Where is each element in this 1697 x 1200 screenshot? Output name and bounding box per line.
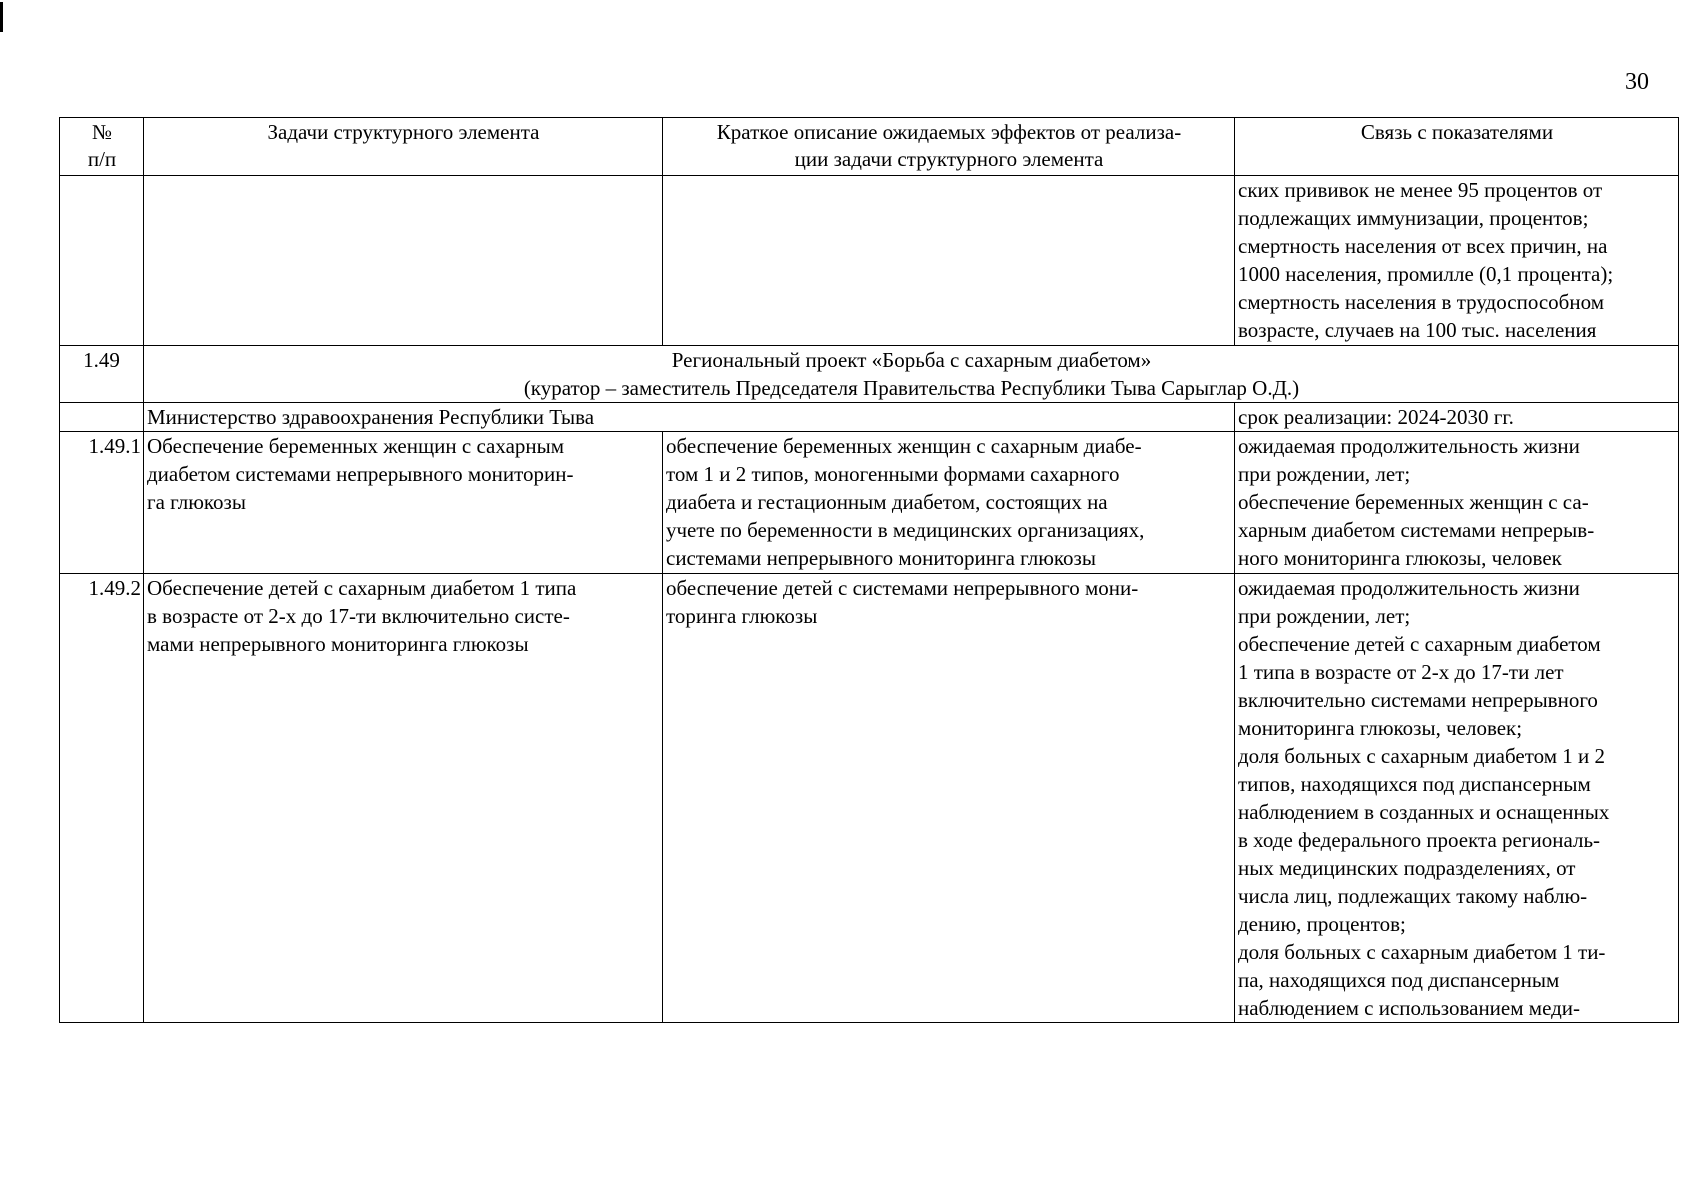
term-cell xyxy=(1235,403,1679,432)
header-effects: Краткое описание ожидаемых эффектов от реализа- ции задачи структурного элемента xyxy=(663,118,1235,176)
continuation-num-cell xyxy=(60,176,144,346)
row-indicators-cell xyxy=(1235,432,1679,574)
header-tasks: Задачи структурного элемента xyxy=(144,118,663,176)
row-num: 1.49.2 xyxy=(88,576,141,600)
row-task: Обеспечение беременных женщин с сахарным диабетом системами непрерывного мониторин- га глюкозы xyxy=(147,434,574,514)
row-task-cell xyxy=(144,574,663,1023)
row-indicators: ожидаемая продолжительность жизни при рождении, лет; обеспечение беременных женщин с са- харным диабетом системами непрерыв- ного мониторинга глюкозы, человек xyxy=(1238,434,1595,570)
implementation-term: срок реализации: 2024-2030 гг. xyxy=(1238,405,1514,429)
ministry-cell xyxy=(144,403,1235,432)
structural-elements-table xyxy=(59,117,1679,1023)
row-num-cell xyxy=(60,432,144,574)
project-row xyxy=(60,346,1679,403)
row-task: Обеспечение детей с сахарным диабетом 1 типа в возрасте от 2-х до 17-ти включительно систе- мами непрерывного мониторинга глюкозы xyxy=(147,576,577,656)
table-row xyxy=(60,574,1679,1023)
row-indicators: ожидаемая продолжительность жизни при рождении, лет; обеспечение детей с сахарным диабетом 1 типа в возрасте от 2-х до 17-ти лет включительно системами непрерывного мониторинга глюкозы, человек; доля больных с сахарным диабетом 1 и 2 типов, находящихся под диспансерным наблюдением в созданных и оснащенных в ходе федерального проекта региональ- ных медицинских подразделениях, от числа лиц, подлежащих такому наблю- дению, процентов; доля больных с сахарным диабетом 1 ти- па, находящихся под диспансерным наблюдением с использованием меди- xyxy=(1238,576,1610,1020)
project-title: Региональный проект «Борьба с сахарным диабетом» xyxy=(671,348,1152,372)
row-effect-cell xyxy=(663,432,1235,574)
row-num: 1.49.1 xyxy=(88,434,141,458)
continuation-effect-cell xyxy=(663,176,1235,346)
row-effect: обеспечение беременных женщин с сахарным диабе- том 1 и 2 типов, моногенными формами сахарного диабета и гестационным диабетом, состоящих на учете по беременности в медицинских организациях, системами непрерывного мониторинга глюкозы xyxy=(666,434,1145,570)
header-num: № п/п xyxy=(60,118,144,176)
project-num-cell xyxy=(60,346,144,403)
row-effect: обеспечение детей с системами непрерывного мони- торинга глюкозы xyxy=(666,576,1139,628)
row-effect-cell xyxy=(663,574,1235,1023)
ministry-row xyxy=(60,403,1679,432)
project-num: 1.49 xyxy=(83,348,120,372)
scan-edge-mark xyxy=(0,2,3,32)
table-row xyxy=(60,432,1679,574)
page-number: 30 xyxy=(1625,69,1649,95)
header-indicators: Связь с показателями xyxy=(1235,118,1679,176)
ministry-num-cell xyxy=(60,403,144,432)
project-title-cell xyxy=(144,346,1679,403)
row-indicators-cell xyxy=(1235,574,1679,1023)
table-header-row xyxy=(60,118,1679,176)
ministry-name: Министерство здравоохранения Республики Тыва xyxy=(147,405,595,429)
row-task-cell xyxy=(144,432,663,574)
continuation-row xyxy=(60,176,1679,346)
project-curator: (куратор – заместитель Председателя Правительства Республики Тыва Сарыглар О.Д.) xyxy=(523,376,1300,400)
continuation-task-cell xyxy=(144,176,663,346)
continuation-indicators-cell: ских прививок не менее 95 процентов от подлежащих иммунизации, процентов; смертность населения от всех причин, на 1000 населения, промилле (0,1 процента); смертность населения в трудоспособном возрасте, случаев на 100 тыс. населения xyxy=(1235,176,1679,346)
row-num-cell xyxy=(60,574,144,1023)
